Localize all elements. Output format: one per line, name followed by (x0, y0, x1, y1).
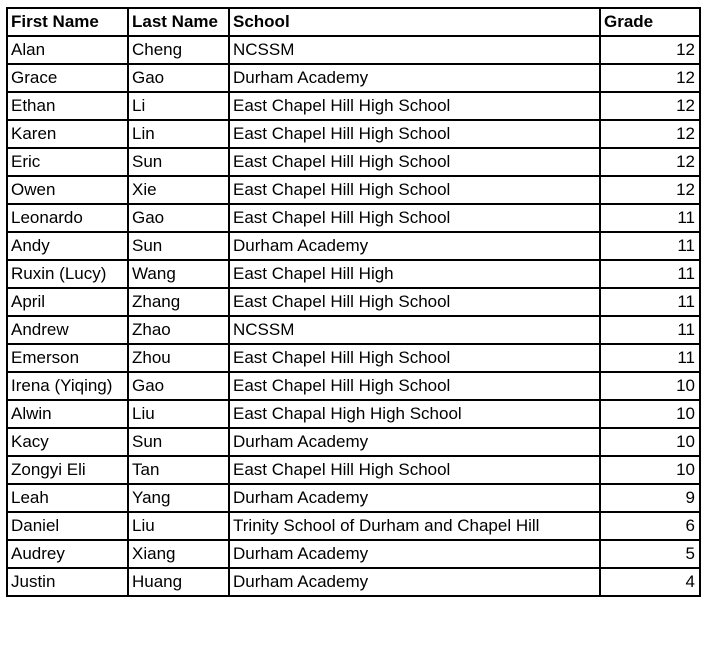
school-cell: Durham Academy (229, 484, 600, 512)
first-name-cell: Ruxin (Lucy) (7, 260, 128, 288)
first-name-cell: Daniel (7, 512, 128, 540)
table-row (7, 512, 700, 540)
table-row (7, 568, 700, 596)
grade-cell: 12 (600, 148, 700, 176)
last-name-cell: Xie (128, 176, 229, 204)
table-row (7, 148, 700, 176)
last-name-cell: Wang (128, 260, 229, 288)
grade-cell: 11 (600, 232, 700, 260)
school-cell: East Chapel Hill High School (229, 92, 600, 120)
table-row (7, 288, 700, 316)
school-cell: Durham Academy (229, 568, 600, 596)
table-row (7, 204, 700, 232)
school-cell: East Chapel Hill High School (229, 148, 600, 176)
first-name-cell: Emerson (7, 344, 128, 372)
grade-cell: 10 (600, 372, 700, 400)
last-name-cell: Cheng (128, 36, 229, 64)
first-name-cell: Alan (7, 36, 128, 64)
table-body (7, 36, 700, 596)
last-name-cell: Sun (128, 232, 229, 260)
last-name-cell: Sun (128, 148, 229, 176)
grade-cell: 10 (600, 400, 700, 428)
grade-cell: 6 (600, 512, 700, 540)
last-name-cell: Lin (128, 120, 229, 148)
grade-cell: 12 (600, 120, 700, 148)
first-name-cell: Leah (7, 484, 128, 512)
table-row (7, 540, 700, 568)
header-school: School (229, 8, 600, 36)
school-cell: East Chapel Hill High (229, 260, 600, 288)
last-name-cell: Liu (128, 512, 229, 540)
table-row (7, 456, 700, 484)
school-cell: East Chapel Hill High School (229, 372, 600, 400)
last-name-cell: Liu (128, 400, 229, 428)
school-cell: Durham Academy (229, 540, 600, 568)
table-row (7, 316, 700, 344)
school-cell: East Chapel Hill High School (229, 344, 600, 372)
last-name-cell: Gao (128, 372, 229, 400)
table-row (7, 92, 700, 120)
last-name-cell: Huang (128, 568, 229, 596)
grade-cell: 11 (600, 344, 700, 372)
header-grade: Grade (600, 8, 700, 36)
table-row (7, 428, 700, 456)
first-name-cell: Irena (Yiqing) (7, 372, 128, 400)
grade-cell: 11 (600, 204, 700, 232)
grade-cell: 11 (600, 260, 700, 288)
school-cell: Durham Academy (229, 428, 600, 456)
school-cell: Durham Academy (229, 232, 600, 260)
table-row (7, 344, 700, 372)
table-row (7, 36, 700, 64)
school-cell: East Chapal High High School (229, 400, 600, 428)
last-name-cell: Sun (128, 428, 229, 456)
grade-cell: 5 (600, 540, 700, 568)
first-name-cell: Audrey (7, 540, 128, 568)
grade-cell: 11 (600, 288, 700, 316)
last-name-cell: Li (128, 92, 229, 120)
first-name-cell: Leonardo (7, 204, 128, 232)
last-name-cell: Gao (128, 204, 229, 232)
table-row (7, 260, 700, 288)
school-cell: East Chapel Hill High School (229, 204, 600, 232)
header-last-name: Last Name (128, 8, 229, 36)
first-name-cell: Grace (7, 64, 128, 92)
first-name-cell: Kacy (7, 428, 128, 456)
table-row (7, 484, 700, 512)
header-first-name: First Name (7, 8, 128, 36)
header-row (7, 8, 700, 36)
grade-cell: 10 (600, 428, 700, 456)
first-name-cell: Andrew (7, 316, 128, 344)
grade-cell: 11 (600, 316, 700, 344)
last-name-cell: Zhou (128, 344, 229, 372)
grade-cell: 4 (600, 568, 700, 596)
school-cell: East Chapel Hill High School (229, 456, 600, 484)
grade-cell: 12 (600, 176, 700, 204)
school-cell: Durham Academy (229, 64, 600, 92)
first-name-cell: Andy (7, 232, 128, 260)
first-name-cell: Justin (7, 568, 128, 596)
grade-cell: 10 (600, 456, 700, 484)
last-name-cell: Yang (128, 484, 229, 512)
last-name-cell: Tan (128, 456, 229, 484)
table-row (7, 372, 700, 400)
school-cell: East Chapel Hill High School (229, 176, 600, 204)
first-name-cell: Zongyi Eli (7, 456, 128, 484)
first-name-cell: Karen (7, 120, 128, 148)
student-table (6, 7, 701, 597)
table-row (7, 232, 700, 260)
grade-cell: 12 (600, 64, 700, 92)
table-row (7, 120, 700, 148)
school-cell: East Chapel Hill High School (229, 120, 600, 148)
table-row (7, 64, 700, 92)
first-name-cell: Eric (7, 148, 128, 176)
last-name-cell: Xiang (128, 540, 229, 568)
school-cell: NCSSM (229, 316, 600, 344)
grade-cell: 9 (600, 484, 700, 512)
last-name-cell: Gao (128, 64, 229, 92)
last-name-cell: Zhao (128, 316, 229, 344)
grade-cell: 12 (600, 36, 700, 64)
school-cell: East Chapel Hill High School (229, 288, 600, 316)
school-cell: Trinity School of Durham and Chapel Hill (229, 512, 600, 540)
first-name-cell: Alwin (7, 400, 128, 428)
student-table-container (6, 7, 701, 597)
first-name-cell: Owen (7, 176, 128, 204)
table-row (7, 176, 700, 204)
first-name-cell: April (7, 288, 128, 316)
grade-cell: 12 (600, 92, 700, 120)
school-cell: NCSSM (229, 36, 600, 64)
first-name-cell: Ethan (7, 92, 128, 120)
last-name-cell: Zhang (128, 288, 229, 316)
table-row (7, 400, 700, 428)
